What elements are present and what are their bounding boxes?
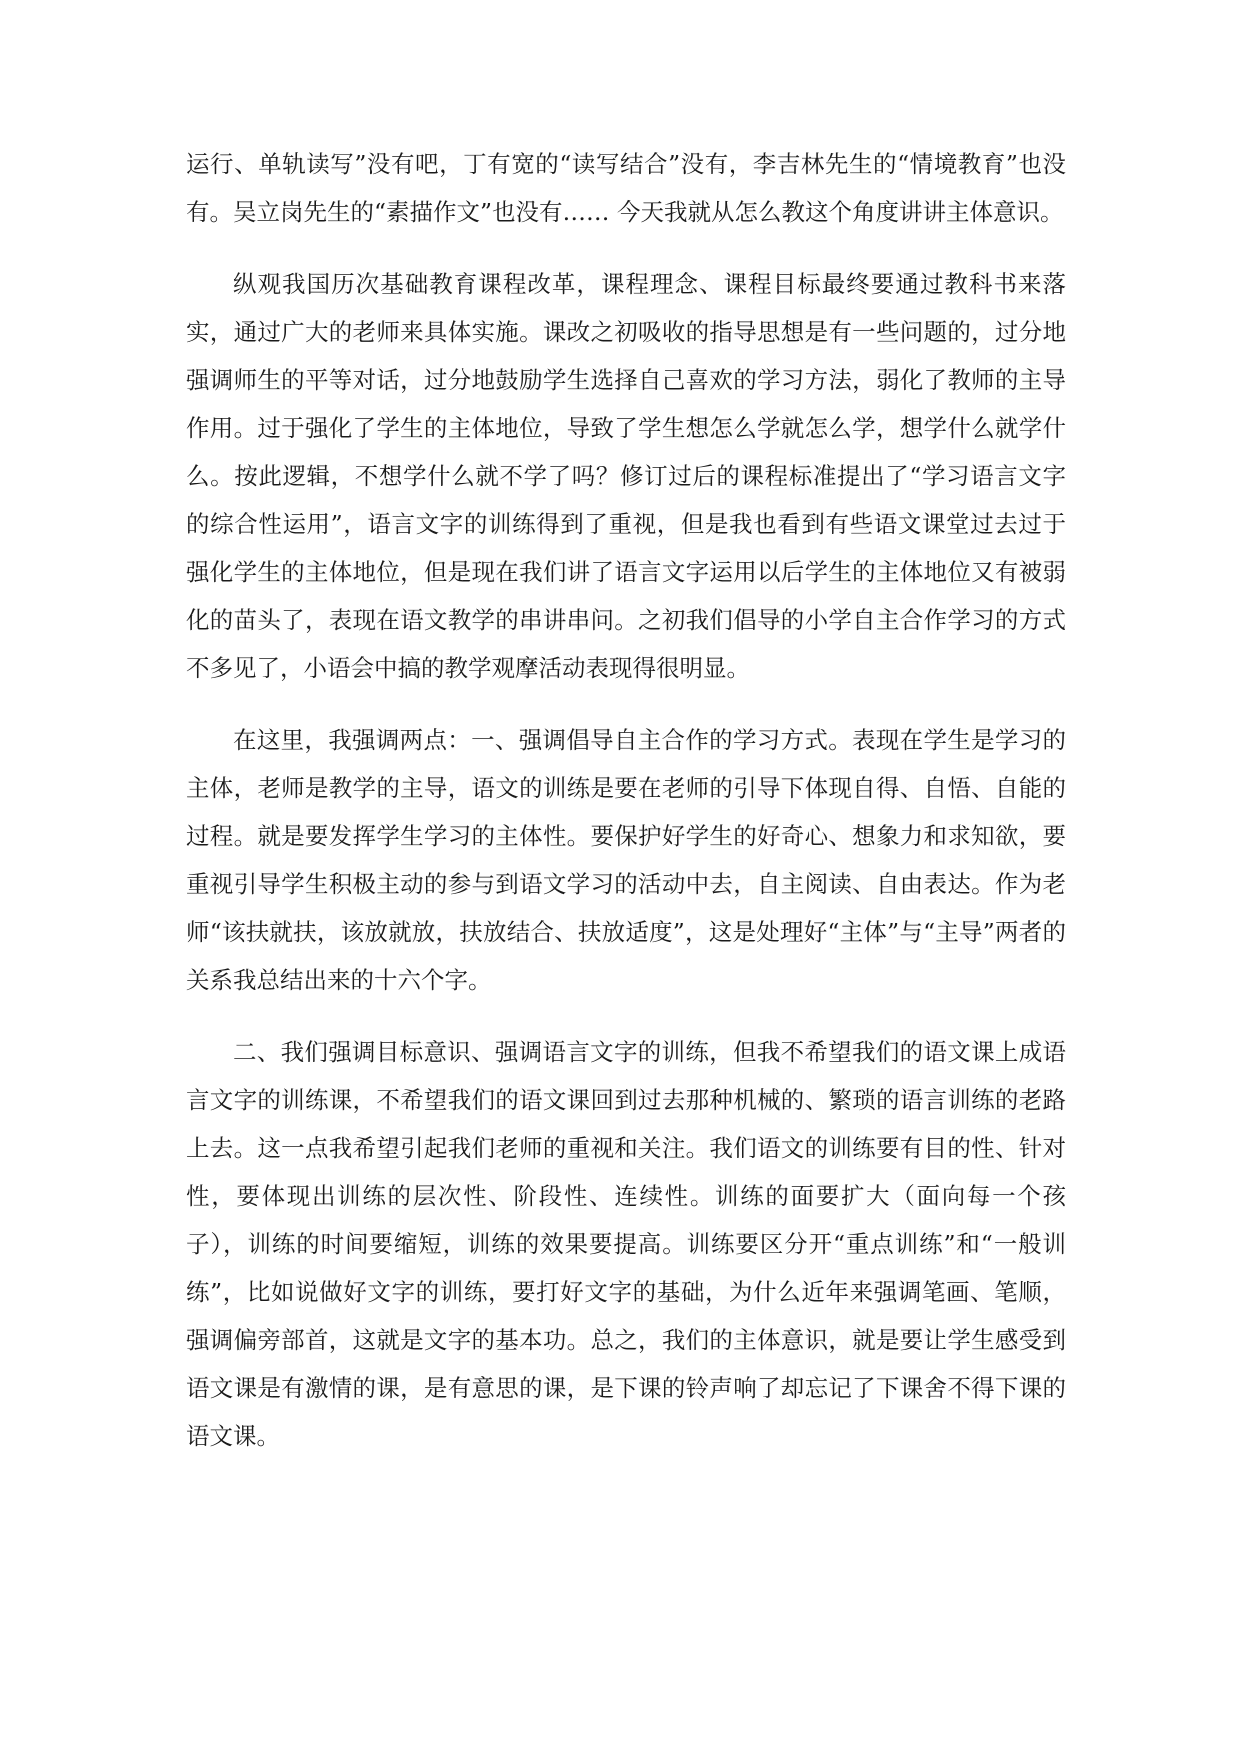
paragraph-curriculum-reform: 纵观我国历次基础教育课程改革，课程理念、课程目标最终要通过教科书来落实，通过广大的老师来具体实施。课改之初吸收的指导思想是有一些问题的，过分地强调师生的平等对话，过分地鼓励学生选择自己喜欢的学习方法，弱化了教师的主导作用。过于强化了学生的主体地位，导致了学生想怎么学就怎么学，想学什么就学什么。按此逻辑，不想学什么就不学了吗？修订过后的课程标准提出了“学习语言文字的综合性运用”，语言文字的训练得到了重视，但是我也看到有些语文课堂过去过于强化学生的主体地位，但是现在我们讲了语言文字运用以后学生的主体地位又有被弱化的苗头了，表现在语文教学的串讲串问。之初我们倡导的小学自主合作学习的方式不多见了，小语会中搞的教学观摩活动表现得很明显。 [186, 270, 1066, 682]
paragraph-continuation: 运行、单轨读写”没有吧，丁有宽的“读写结合”没有，李吉林先生的“情境教育”也没有。吴立岗先生的“素描作文”也没有…… 今天我就从怎么教这个角度讲讲主体意识。 [186, 150, 1066, 226]
document-body [186, 140, 1066, 1484]
paragraph-point-two: 二、我们强调目标意识、强调语言文字的训练，但我不希望我们的语文课上成语言文字的训练课，不希望我们的语文课回到过去那种机械的、繁琐的语言训练的老路上去。这一点我希望引起我们老师的重视和关注。我们语文的训练要有目的性、针对性，要体现出训练的层次性、阶段性、连续性。训练的面要扩大（面向每一个孩子），训练的时间要缩短，训练的效果要提高。训练要区分开“重点训练”和“一般训练”，比如说做好文字的训练，要打好文字的基础，为什么近年来强调笔画、笔顺，强调偏旁部首，这就是文字的基本功。总之，我们的主体意识，就是要让学生感受到语文课是有激情的课，是有意思的课，是下课的铃声响了却忘记了下课舍不得下课的语文课。 [186, 1038, 1066, 1450]
paragraph-point-one: 在这里，我强调两点：一、强调倡导自主合作的学习方式。表现在学生是学习的主体，老师是教学的主导，语文的训练是要在老师的引导下体现自得、自悟、自能的过程。就是要发挥学生学习的主体性。要保护好学生的好奇心、想象力和求知欲，要重视引导学生积极主动的参与到语文学习的活动中去，自主阅读、自由表达。作为老师“该扶就扶，该放就放，扶放结合、扶放适度”，这是处理好“主体”与“主导”两者的关系我总结出来的十六个字。 [186, 726, 1066, 994]
